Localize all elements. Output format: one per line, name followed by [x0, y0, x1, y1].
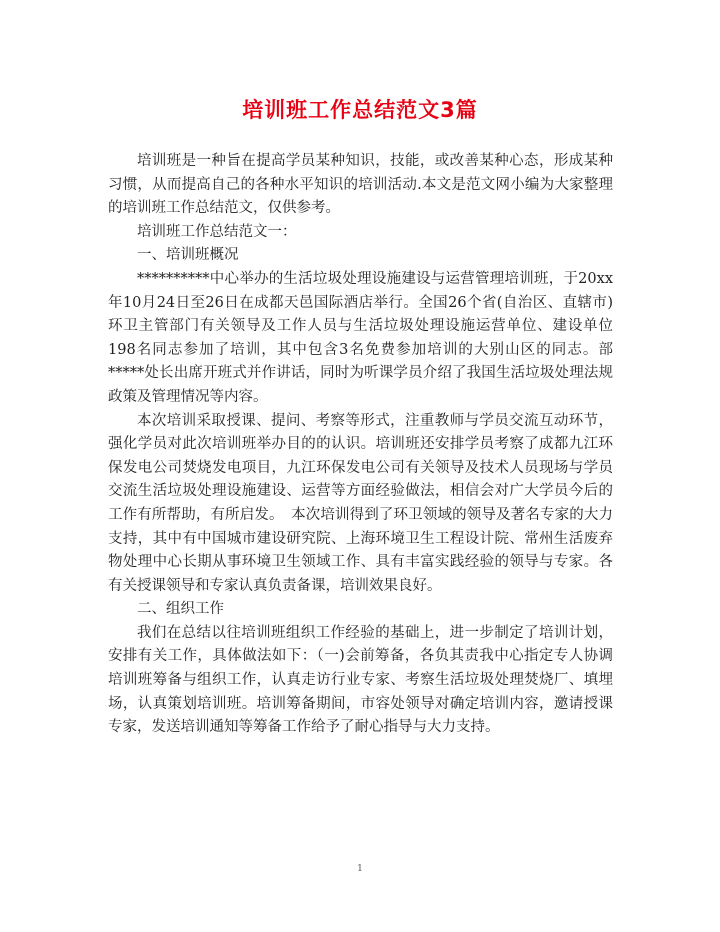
training-method-paragraph: 本次培训采取授课、提问、考察等形式，注重教师与学员交流互动环节，强化学员对此次培训班举办目的的认识。培训班还安排学员考察了成都九江环保发电公司焚烧发电项目，九江环保发电公司有关领导及技术人员现场与学员交流生活垃圾处理设施建设、运营等方面经验做法，相信会对广大学员今后的工作有所帮助，有所启发。 本次培训得到了环卫领域的领导及著名专家的大力支持，其中有中国城市建设研究院、上海环境卫生工程设计院、常州生活废弃物处理中心长期从事环境卫生领域工作、具有丰富实践经验的领导与专家。各有关授课领导和专家认真负责备课，培训效果良好。 [108, 412, 613, 594]
section-heading-sample-one: 培训班工作总结范文一： [137, 223, 297, 240]
organization-paragraph: 我们在总结以往培训班组织工作经验的基础上，进一步制定了培训计划，安排有关工作，具体做法如下：（一)会前筹备，各负其责我中心指定专人协调培训班筹备与组织工作，认真走访行业专家、考察生活垃圾处理焚烧厂、填埋场，认真策划培训班。培训筹备期间，市容处领导对确定培训内容，邀请授课专家，发送培训通知等筹备工作给予了耐心指导与大力支持。 [108, 624, 613, 736]
section-heading-overview: 一、培训班概况 [137, 247, 239, 264]
intro-paragraph: 培训班是一种旨在提高学员某种知识，技能，或改善某种心态，形成某种习惯，从而提高自己的各种水平知识的培训活动.本文是范文网小编为大家整理的培训班工作总结范文，仅供参考。 [108, 153, 613, 217]
section-heading-organization: 二、组织工作 [137, 601, 224, 618]
page-number: 1 [357, 864, 363, 874]
overview-paragraph: **********中心举办的生活垃圾处理设施建设与运营管理培训班，于20xx年10月24日至26日在成都天邑国际酒店举行。全国26个省(自治区、直辖市)环卫主管部门有关领导及工作人员与生活垃圾处理设施运营单位、建设单位198名同志参加了培训，其中包含3名免费参加培训的大别山区的同志。部*****处长出席开班式并作讲话，同时为听课学员介绍了我国生活垃圾处理法规政策及管理情况等内容。 [108, 270, 613, 405]
document-title: 培训班工作总结范文3篇 [242, 98, 478, 122]
document-body [108, 150, 613, 740]
